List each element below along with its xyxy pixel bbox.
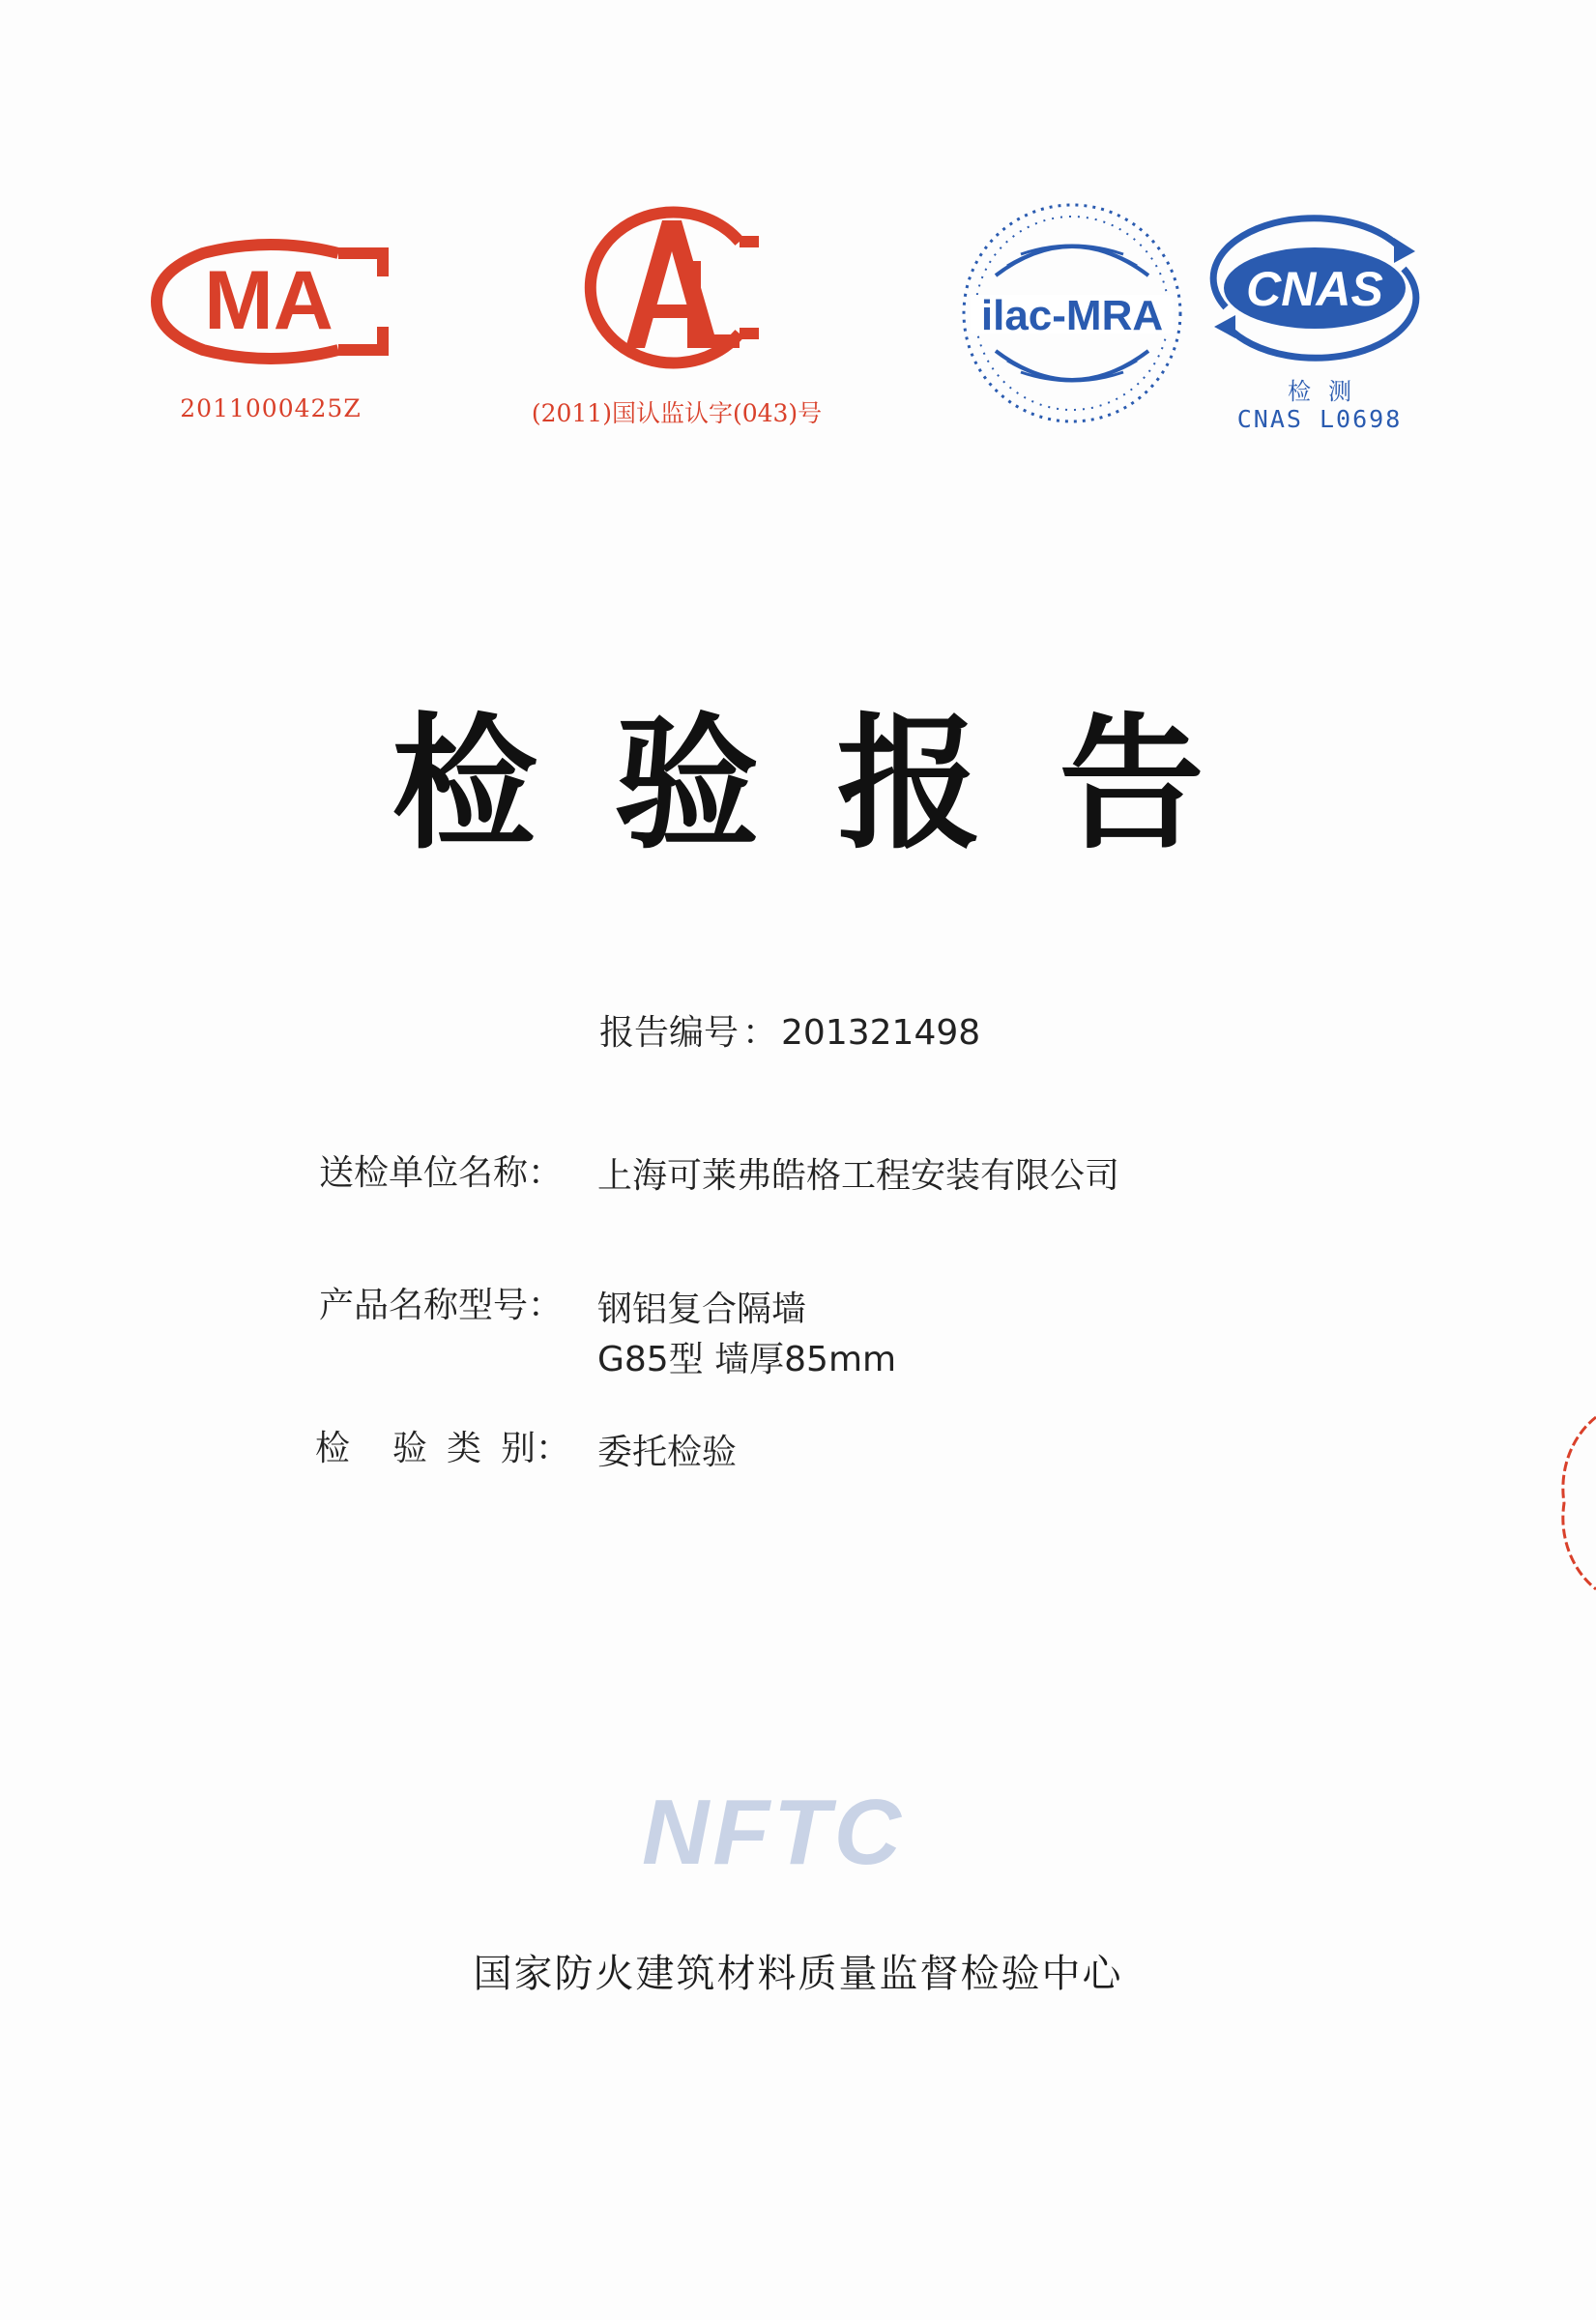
report-number-label: 报告编号 [599,1013,740,1053]
inspection-category-value: 委托检验 [597,1433,738,1472]
category-label-char: 类 [447,1429,482,1468]
category-label-char: 检 [315,1429,351,1468]
cnas-logo-text: CNAS [1246,262,1383,316]
report-number-colon: ： [742,1013,778,1053]
category-label-char: 验 [392,1429,428,1468]
client-label: 送检单位名称： [319,1153,564,1193]
product-label: 产品名称型号： [319,1286,564,1325]
cnas-caption-testing: 检测 [1288,378,1369,405]
product-model-value: G85型 墙厚85mm [597,1340,897,1379]
cma-logo-text: MA [204,254,334,347]
cnas-accreditation-number: CNAS L0698 [1236,404,1403,433]
report-number-value: 201321498 [781,1013,981,1053]
client-value: 上海可莱弗皓格工程安装有限公司 [597,1156,1120,1196]
cma-number: 2011000425Z [180,394,362,422]
product-name-value: 钢铝复合隔墙 [597,1290,807,1329]
issuing-center-name: 国家防火建筑材料质量监督检验中心 [473,1952,1123,1996]
report-number-row [599,1005,980,1055]
cnas-caption [1208,379,1431,433]
report-title: 检验报告 [392,701,1282,869]
cal-number: (2011)国认监认字(043)号 [531,399,823,427]
cnas-logo [1201,211,1429,365]
seal-fragment-icon [1556,1411,1596,1595]
nftc-watermark-text: NFTC [642,1781,905,1884]
cma-logo [145,232,396,372]
cal-logo [566,203,778,372]
nftc-watermark [609,1779,938,1885]
ilac-mra-logo [957,198,1187,428]
category-label-char: 别： [501,1429,571,1468]
ilac-logo-text: ilac-MRA [980,292,1164,339]
inspection-category-label [315,1421,570,1470]
